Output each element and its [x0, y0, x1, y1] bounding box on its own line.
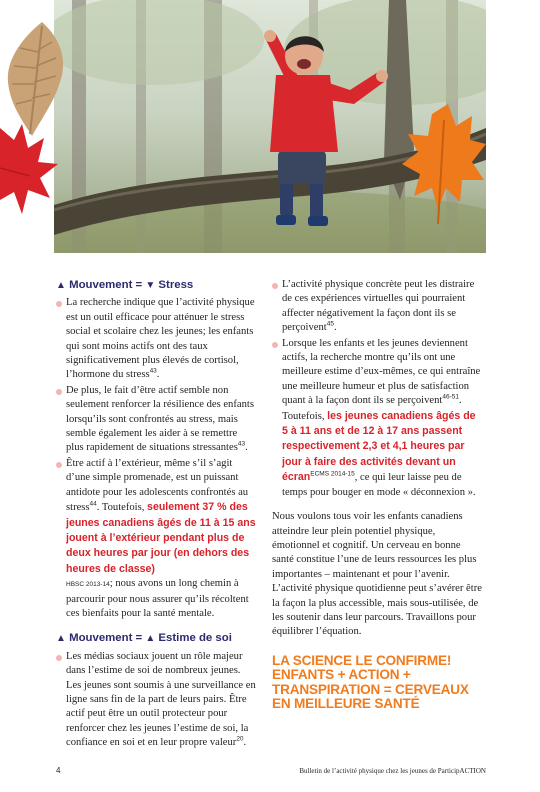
page-number: 4	[56, 766, 61, 775]
red-maple-leaf-icon	[0, 118, 60, 228]
right-column	[272, 278, 484, 711]
reference: 43	[237, 440, 246, 448]
self-esteem-heading: ▲ Mouvement = ▲ Estime de soi	[56, 632, 232, 645]
list-item: Lorsque les enfants et les jeunes deviennent actifs, la recherche montre qu’ils ont une meilleure estime d’eux-mêmes, ce qui entraîne une meilleure humeur et plus de satisfaction quant à la façon dont ils se perçoivent$^{46-51}$. Toutefois, les jeunes canadiens âgés de 5 à 11 ans et de 12 à 17 ans passent respectivement 2,3 et 4,1 heures par jour à faire des activités devant un écran$^{ECMS 2014-15}$, ce qui leur laisse peu de temps pour bouger en mode « déconnexion ».	[272, 337, 484, 500]
arrow-up-icon: ▲	[56, 633, 66, 645]
reference: 43	[149, 367, 157, 375]
banner-line: EN MEILLEURE SANTÉ	[272, 695, 420, 711]
reference: 46-51	[442, 393, 459, 401]
list-item: Être actif à l’extérieur, même s’il s’agit d’une simple promenade, est un puissant antidote pour les adolescents confrontés au stress$^{44}$. Toutefois, seulement 37 % des jeunes canadiens âgés de 11 à 15 ans jouent à l’extérieur pendant plus de deux heures par jour (en dehors des heures de classe) HBSC 2013-14; nous avons un long chemin à parcourir pour nous assurer qu’ils récoltent ces bienfaits pour la santé mentale.	[56, 457, 256, 621]
list-item: Les médias sociaux jouent un rôle majeur dans l’estime de soi de nombreux jeunes. Les jeunes sont soumis à une surveillance en ligne sans fin de la part de leurs pairs. Être actif peut être un outil protecteur pour renforcer chez les jeunes l’estime de soi, la confiance en soi et en leur propre valeur$^{20}$.	[56, 650, 256, 751]
arrow-up-icon: ▲	[56, 280, 66, 291]
list-item: L’activité physique concrète peut les distraire de ces expériences virtuelles qui pourraient affecter négativement la façon dont ils se perçoivent$^{45}$.	[272, 278, 484, 336]
source-label: ECMS 2014-15	[310, 470, 355, 478]
stress-heading: ▲ Mouvement = ▼ Stress	[56, 279, 194, 291]
science-banner	[272, 654, 484, 712]
banner-line: ENFANTS + ACTION +	[272, 667, 411, 683]
orange-leaf-icon	[398, 100, 488, 230]
list-item: De plus, le fait d’être actif semble non seulement renforcer la résilience des enfants lorsqu’ils sont confrontés au stress, mais semble également les aider à se remettre plus rapidement de situations stressantes$^{43}$.	[56, 384, 256, 456]
arrow-down-icon: ▼	[145, 280, 156, 291]
reference: 45	[326, 320, 334, 328]
reference: 44	[89, 500, 97, 508]
banner-line: TRANSPIRATION = CERVEAUX	[272, 681, 469, 697]
highlight-stat: seulement 37 % des jeunes canadiens âgés de 11 à 15 ans jouent à l’extérieur pendant plus de deux heures par jour (en dehors des heures de classe)	[66, 501, 256, 575]
left-column	[56, 278, 256, 752]
footer-title: Bulletin de l’activité physique chez les jeunes de ParticipACTION	[299, 767, 486, 775]
list-item: La recherche indique que l’activité physique est un outil efficace pour atténuer le stress social et scolaire chez les jeunes; les enfants qui sont moins actifs ont des taux significativement plus élevés de cortisol, l’hormone du stress$^{43}$.	[56, 296, 256, 382]
banner-line: LA SCIENCE LE CONFIRME!	[272, 652, 452, 668]
arrow-up-icon: ▲	[145, 633, 156, 645]
highlight-stat: les jeunes canadiens âgés de 5 à 11 ans et de 12 à 17 ans passent respectivement 2,3 et 4,1 heures par jour à faire des activités devant un écran	[282, 409, 476, 484]
source-label: HBSC 2013-14	[66, 581, 110, 589]
conclusion-paragraph: Nous voulons tous voir les enfants canadiens atteindre leur plein potentiel physique, émotionnel et cognitif. Un cerveau en bonne santé constitue l’une de leurs ressources les plus importantes – maintenant et pour l’avenir. L’activité physique quotidienne peut s’avérer être la façon la plus accessible, mais sous-utilisée, de les soutenir dans leur parcours. Travaillons pour équilibrer l’équation.	[272, 511, 482, 638]
reference: 20	[236, 735, 244, 743]
